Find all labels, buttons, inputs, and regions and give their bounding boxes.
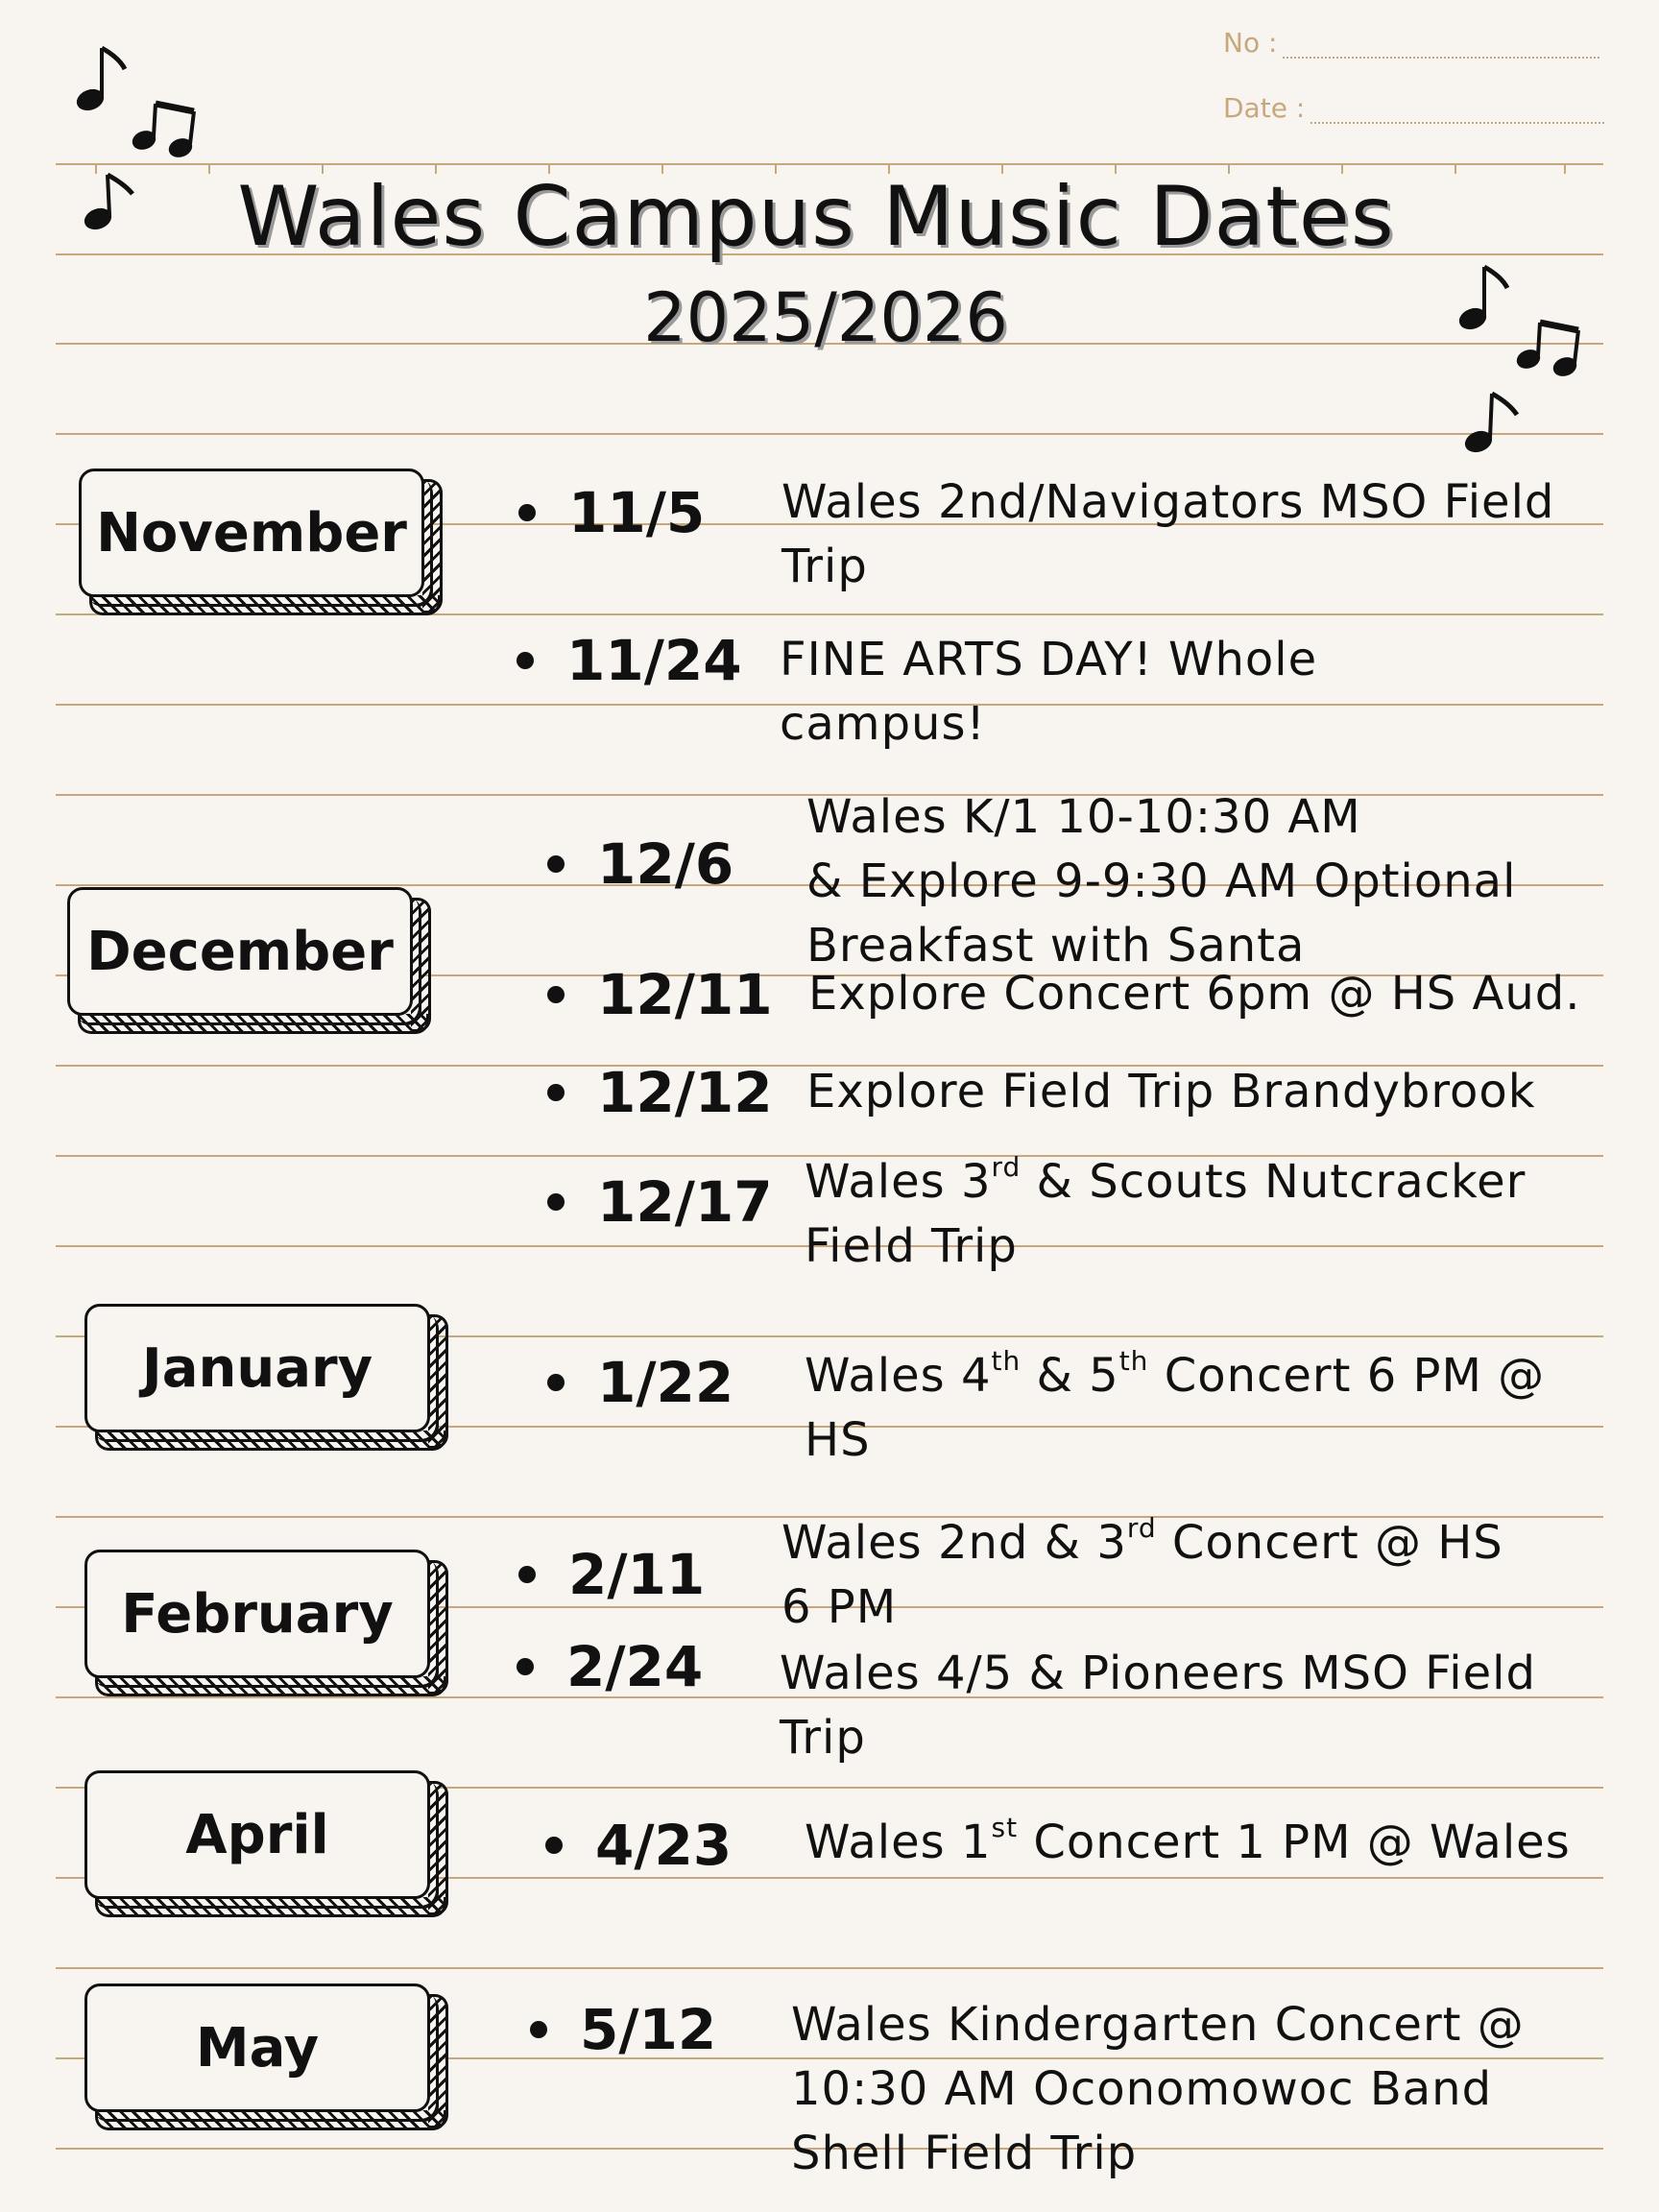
event-date-text: 12/12	[597, 1060, 773, 1125]
event-date-text: 1/22	[597, 1350, 734, 1415]
ordinal-suffix: rd	[991, 1151, 1022, 1183]
page-subtitle-year: 2025/2026	[643, 278, 1008, 357]
event-description-line: Trip	[780, 1711, 866, 1765]
event-date-text: 11/24	[566, 628, 742, 693]
event-description	[805, 1344, 1545, 1473]
desc-part: & 5	[1021, 1349, 1119, 1403]
event-description-line: 10:30 AM Oconomowoc Band	[791, 2062, 1493, 2116]
desc-part: Wales 2nd & 3	[781, 1516, 1127, 1570]
event-date	[547, 1169, 773, 1235]
event-date-text: 2/11	[568, 1542, 706, 1607]
no-dotted-line	[1283, 32, 1599, 59]
bullet	[517, 652, 534, 669]
desc-part: Wales 3	[805, 1155, 992, 1209]
desc-part: Concert 1 PM @ Wales	[1018, 1815, 1571, 1869]
bullet	[547, 855, 565, 873]
ordinal-suffix: th	[1118, 1345, 1149, 1377]
event-description-line: Wales Kindergarten Concert @	[791, 1998, 1525, 2052]
event-description-line	[805, 1150, 1526, 1214]
event-description	[805, 1150, 1526, 1279]
page-title: Wales Campus Music Dates	[237, 169, 1395, 265]
bullet	[547, 1084, 565, 1101]
ordinal-suffix: rd	[1126, 1512, 1157, 1544]
date-dotted-line	[1310, 97, 1604, 124]
date-field	[1223, 92, 1604, 124]
event-description-line: campus!	[780, 697, 986, 751]
bullet	[547, 1374, 565, 1391]
event-description-line: Explore Field Trip Brandybrook	[806, 1065, 1536, 1118]
event-description-line	[781, 1511, 1503, 1575]
desc-part: Concert 6 PM @	[1148, 1349, 1546, 1403]
event-description-line: Shell Field Trip	[791, 2127, 1138, 2180]
event-description-line: HS	[805, 1413, 871, 1467]
event-description-line: FINE ARTS DAY! Whole	[780, 633, 1318, 686]
event-description	[791, 1993, 1525, 2186]
month-label-january: January	[84, 1304, 430, 1432]
event-date	[547, 962, 773, 1027]
month-label-november: November	[79, 469, 424, 597]
desc-part: & Scouts Nutcracker	[1021, 1155, 1527, 1209]
event-date	[518, 1542, 705, 1607]
bullet	[518, 1566, 536, 1583]
event-date	[547, 1350, 733, 1415]
ordinal-suffix: st	[991, 1812, 1019, 1843]
event-date	[547, 1060, 773, 1125]
event-description-line	[805, 1811, 1571, 1875]
date-label: Date :	[1223, 92, 1306, 124]
event-description	[806, 785, 1516, 978]
desc-part: Wales 4	[805, 1349, 992, 1403]
event-description-line: Explore Concert 6pm @ HS Aud.	[808, 967, 1581, 1021]
event-description	[780, 628, 1317, 757]
bullet	[530, 2021, 547, 2038]
event-date	[547, 831, 733, 897]
bullet	[547, 1193, 565, 1211]
no-field	[1223, 27, 1599, 59]
event-description	[781, 1511, 1503, 1640]
event-date	[545, 1813, 732, 1878]
event-date	[517, 628, 742, 693]
event-description	[780, 1642, 1536, 1770]
event-date	[517, 1634, 703, 1699]
event-date-text: 2/24	[566, 1634, 704, 1699]
event-date-text: 12/17	[597, 1169, 773, 1235]
event-description-line: 6 PM	[781, 1580, 898, 1634]
event-description	[781, 470, 1554, 599]
month-label-april: April	[84, 1770, 430, 1899]
month-label-february: February	[84, 1550, 430, 1678]
event-description-line: & Explore 9-9:30 AM Optional	[806, 854, 1517, 908]
bullet	[517, 1658, 534, 1675]
event-date-text: 5/12	[580, 1997, 717, 2062]
bullet	[545, 1837, 563, 1854]
bullet	[547, 986, 565, 1003]
event-description-line: Wales K/1 10-10:30 AM	[806, 790, 1361, 844]
month-label-may: May	[84, 1984, 430, 2112]
event-description-line: Breakfast with Santa	[806, 919, 1306, 973]
event-date	[530, 1997, 716, 2062]
desc-part: Concert @ HS	[1156, 1516, 1503, 1570]
event-description-line	[805, 1344, 1545, 1408]
month-label-december: December	[67, 887, 413, 1016]
event-description-line: Wales 2nd/Navigators MSO Field	[781, 475, 1555, 529]
no-label: No :	[1223, 27, 1278, 59]
event-description	[805, 1811, 1571, 1875]
bullet	[518, 504, 536, 521]
event-date-text: 11/5	[568, 480, 706, 545]
event-date-text: 12/11	[597, 962, 773, 1027]
event-description	[806, 1060, 1536, 1124]
event-date-text: 12/6	[597, 831, 734, 897]
desc-part: Wales 1	[805, 1815, 992, 1869]
ordinal-suffix: th	[991, 1345, 1022, 1377]
event-description-line: Trip	[781, 540, 868, 593]
event-description-line: Wales 4/5 & Pioneers MSO Field	[780, 1647, 1536, 1700]
event-description-line: Field Trip	[805, 1219, 1018, 1273]
event-description	[808, 962, 1581, 1026]
event-date	[518, 480, 705, 545]
event-date-text: 4/23	[595, 1813, 733, 1878]
